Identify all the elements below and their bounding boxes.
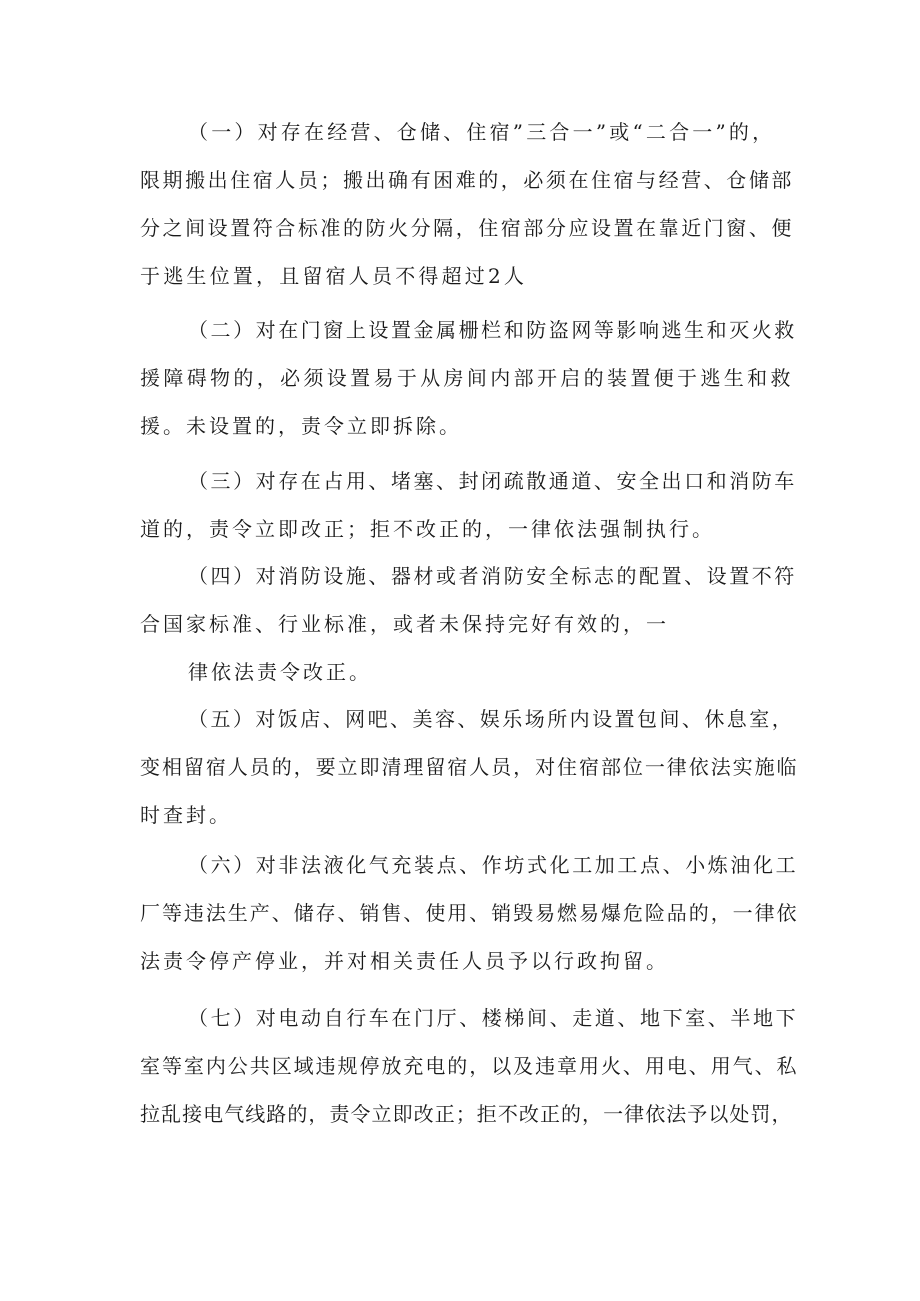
paragraph-3-line-2: 道的，责令立即改正；拒不改正的，一律依法强制执行。 xyxy=(140,517,715,541)
paragraph-5-line-2: 变相留宿人员的，要立即清理留宿人员，对住宿部位一律依法实施临 xyxy=(140,755,799,779)
paragraph-1-line-2: 限期搬出住宿人员；搬出确有困难的，必须在住宿与经营、仓储部 xyxy=(140,168,794,192)
paragraph-7-line-2: 室等室内公共区域违规停放充电的，以及违章用火、用电、用气、私 xyxy=(140,1054,799,1078)
paragraph-5-line-3: 时查封。 xyxy=(140,803,232,827)
paragraph-5-line-1: （五）对饭店、网吧、美容、娱乐场所内设置包间、休息室， xyxy=(188,707,795,731)
paragraph-3-line-1: （三）对存在占用、堵塞、封闭疏散通道、安全出口和消防车 xyxy=(188,469,797,493)
paragraph-6-line-2: 厂等违法生产、储存、销售、使用、销毁易燃易爆危险品的，一律依 xyxy=(140,901,799,925)
paragraph-1-line-1: （一）对存在经营、仓储、住宿”三合一”或“二合一”的， xyxy=(188,120,776,144)
paragraph-7-line-3: 拉乱接电气线路的，责令立即改正；拒不改正的，一律依法予以处罚， xyxy=(140,1102,793,1126)
paragraph-6-line-3: 法责令停产停业，并对相关责任人员予以行政拘留。 xyxy=(140,949,669,973)
paragraph-4-line-3: 律依法责令改正。 xyxy=(188,660,372,684)
paragraph-2-line-2: 援障碍物的，必须设置易于从房间内部开启的装置便于逃生和救 xyxy=(140,366,794,390)
paragraph-7-line-1: （七）对电动自行车在门厅、楼梯间、走道、地下室、半地下 xyxy=(188,1006,799,1030)
paragraph-6-line-1: （六）对非法液化气充装点、作坊式化工加工点、小炼油化工 xyxy=(188,853,799,877)
paragraph-4-line-1: （四）对消防设施、器材或者消防安全标志的配置、设置不符 xyxy=(188,564,797,588)
paragraph-1-line-4: 于逃生位置，且留宿人员不得超过2人 xyxy=(140,264,528,288)
paragraph-2-line-3: 援。未设置的，责令立即拆除。 xyxy=(140,414,462,438)
paragraph-4-line-2: 合国家标准、行业标准，或者未保持完好有效的，一 xyxy=(140,612,669,636)
paragraph-1-line-3: 分之间设置符合标准的防火分隔，住宿部分应设置在靠近门窗、便 xyxy=(140,216,794,240)
paragraph-2-line-1: （二）对在门窗上设置金属栅栏和防盗网等影响逃生和灭火救 xyxy=(188,318,797,342)
